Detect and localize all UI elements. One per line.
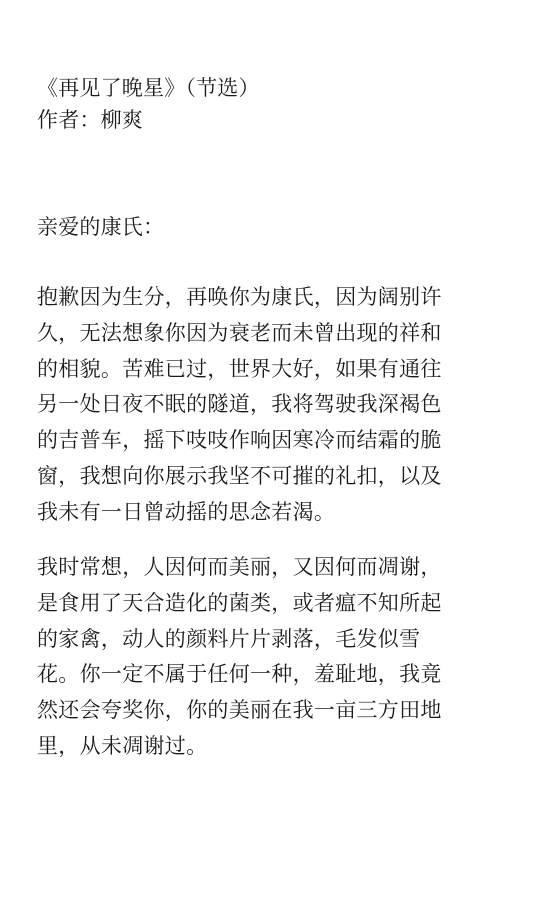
paragraph-line: 是食用了天合造化的菌类，或者瘟不知所起	[37, 590, 442, 615]
salutation: 亲爱的康氏：	[37, 215, 165, 239]
paragraph-line: 我时常想，人因何而美丽，又因何而凋谢，	[37, 555, 442, 579]
author-line: 作者：柳爽	[37, 108, 143, 132]
paragraph-line: 久，无法想象你因为衰老而未曾出现的祥和	[37, 320, 442, 345]
paragraph-line: 然还会夸奖你，你的美丽在我一亩三方田地	[37, 698, 442, 723]
paragraph-line: 的相貌。苦难已过，世界大好，如果有通往	[37, 356, 442, 381]
paragraph-line: 的吉普车，摇下吱吱作响因寒冷而结霜的脆	[37, 428, 442, 453]
paragraph-line: 抱歉因为生分，再唤你为康氏，因为阔别许	[37, 285, 442, 309]
paragraph-2	[37, 550, 442, 765]
paragraph-1	[37, 280, 442, 531]
header-block	[37, 72, 260, 136]
paragraph-line: 我未有一日曾动摇的思念若渴。	[37, 499, 336, 524]
paragraph-line: 另一处日夜不眠的隧道，我将驾驶我深褐色	[37, 392, 442, 417]
paragraph-line: 里，从未凋谢过。	[37, 733, 208, 758]
paragraph-line: 的家禽，动人的颜料片片剥落，毛发似雪	[37, 626, 421, 651]
document-title: 《再见了晚星》（节选）	[37, 76, 260, 100]
paragraph-line: 窗，我想向你展示我坚不可摧的礼扣，以及	[37, 463, 442, 488]
paragraph-line: 花。你一定不属于任何一种，羞耻地，我竟	[37, 662, 442, 687]
